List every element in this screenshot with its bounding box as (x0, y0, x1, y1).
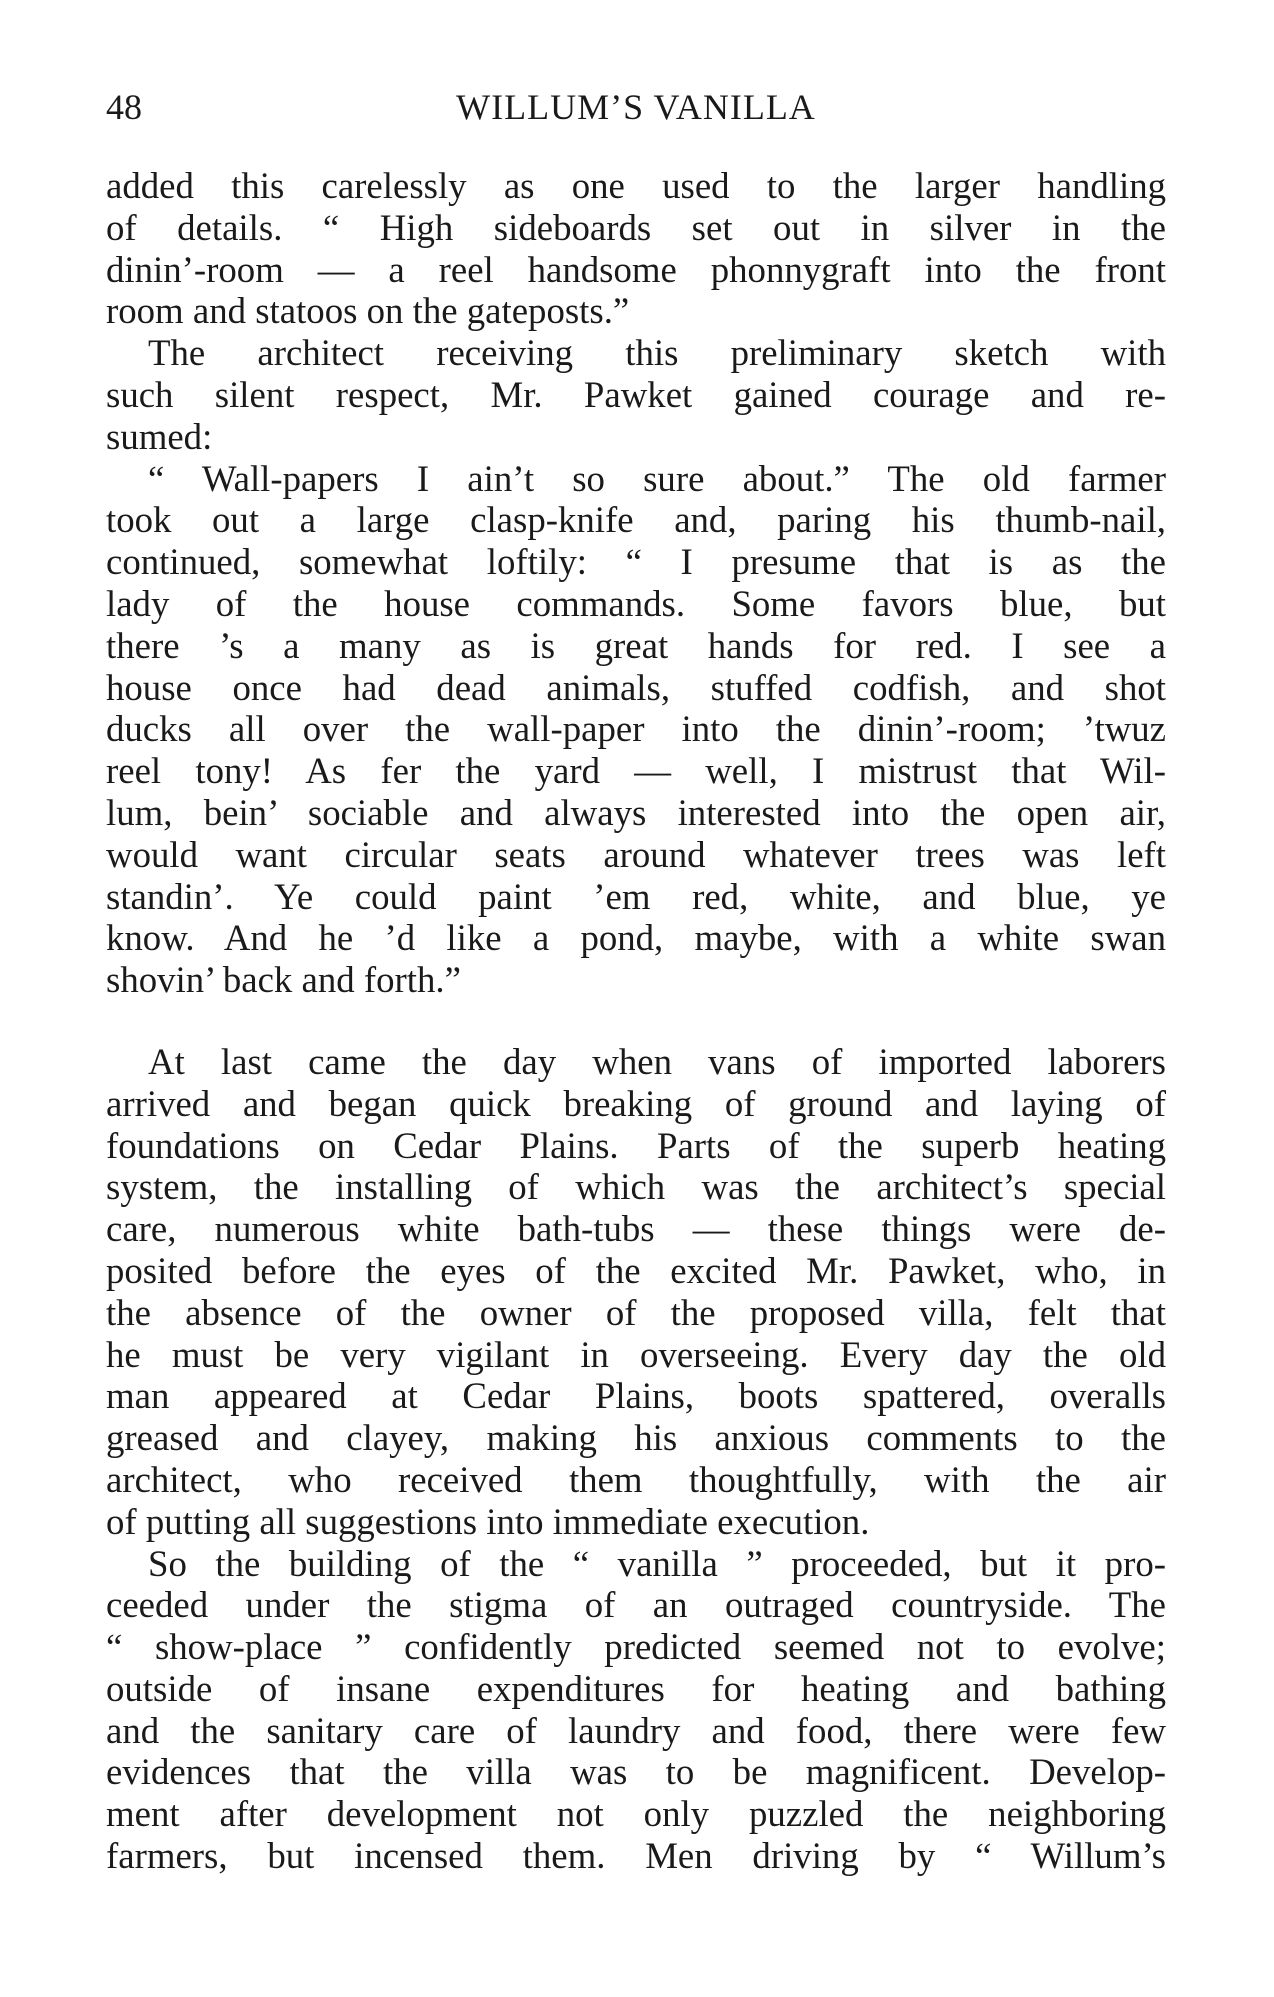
text-line: added this carelessly as one used to the larger handling (106, 165, 1166, 206)
text-line: such silent respect, Mr. Pawket gained courage and re- (106, 373, 1166, 415)
text-line: ceeded under the stigma of an outraged countryside. The (106, 1584, 1166, 1626)
text-line: “ show-place ” confidently predicted seemed not to evolve; (106, 1626, 1166, 1668)
text-line: care, numerous white bath-tubs — these things were de- (106, 1208, 1166, 1250)
text-line: lady of the house commands. Some favors blue, but (106, 582, 1166, 624)
text-line: ment after development not only puzzled the neighboring (106, 1793, 1166, 1835)
text-line: posited before the eyes of the excited Mr. Pawket, who, in (106, 1249, 1166, 1291)
page-number: 48 (106, 87, 142, 127)
text-line: greased and clayey, making his anxious comments to the (106, 1417, 1166, 1459)
text-line: ducks all over the wall-paper into the dinin’-room; ’twuz (106, 708, 1166, 750)
text-line: of details. “ High sideboards set out in silver in the (106, 206, 1166, 248)
text-line: house once had dead animals, stuffed codfish, and shot (106, 666, 1166, 708)
text-line: farmers, but incensed them. Men driving by “ Willum’s (106, 1835, 1166, 1877)
text-line: of putting all suggestions into immediate execution. (106, 1500, 870, 1542)
text-line: he must be very vigilant in overseeing. Every day the old (106, 1333, 1166, 1375)
text-line: outside of insane expenditures for heating and bathing (106, 1667, 1166, 1709)
text-line: arrived and began quick breaking of ground and laying of (106, 1082, 1166, 1124)
text-line: and the sanitary care of laundry and food, there were few (106, 1709, 1166, 1751)
page-header (106, 82, 1166, 132)
text-line: “ Wall-papers I ain’t so sure about.” The old farmer (148, 457, 1166, 499)
text-line: room and statoos on the gateposts.” (106, 290, 630, 332)
text-line: standin’. Ye could paint ’em red, white, and blue, ye (106, 875, 1166, 917)
body-text (106, 165, 1166, 1877)
text-line: sumed: (106, 415, 213, 457)
text-line: dinin’-room — a reel handsome phonnygraft into the front (106, 248, 1166, 290)
text-line: man appeared at Cedar Plains, boots spattered, overalls (106, 1375, 1166, 1417)
text-line: reel tony! As fer the yard — well, I mistrust that Wil- (106, 750, 1166, 792)
text-line: the absence of the owner of the proposed villa, felt that (106, 1291, 1166, 1333)
text-line: At last came the day when vans of imported laborers (148, 1040, 1166, 1082)
text-line: system, the installing of which was the architect’s special (106, 1166, 1166, 1208)
text-line: foundations on Cedar Plains. Parts of the superb heating (106, 1124, 1166, 1166)
text-line: continued, somewhat loftily: “ I presume that is as the (106, 541, 1166, 583)
running-head: WILLUM’S VANILLA (456, 87, 816, 127)
text-line: there ’s a many as is great hands for red. I see a (106, 624, 1166, 666)
text-line: evidences that the villa was to be magnificent. Develop- (106, 1751, 1166, 1793)
text-line: shovin’ back and forth.” (106, 959, 461, 1001)
text-line: would want circular seats around whatever trees was left (106, 833, 1166, 875)
section-break (106, 1001, 1166, 1041)
text-line: The architect receiving this preliminary sketch with (148, 332, 1166, 374)
text-line: know. And he ’d like a pond, maybe, with a white swan (106, 917, 1166, 959)
text-line: lum, bein’ sociable and always interested into the open air, (106, 791, 1166, 833)
text-line: So the building of the “ vanilla ” proceeded, but it pro- (148, 1542, 1166, 1584)
text-line: took out a large clasp-knife and, paring his thumb-nail, (106, 499, 1166, 541)
text-line: architect, who received them thoughtfully, with the air (106, 1458, 1166, 1500)
